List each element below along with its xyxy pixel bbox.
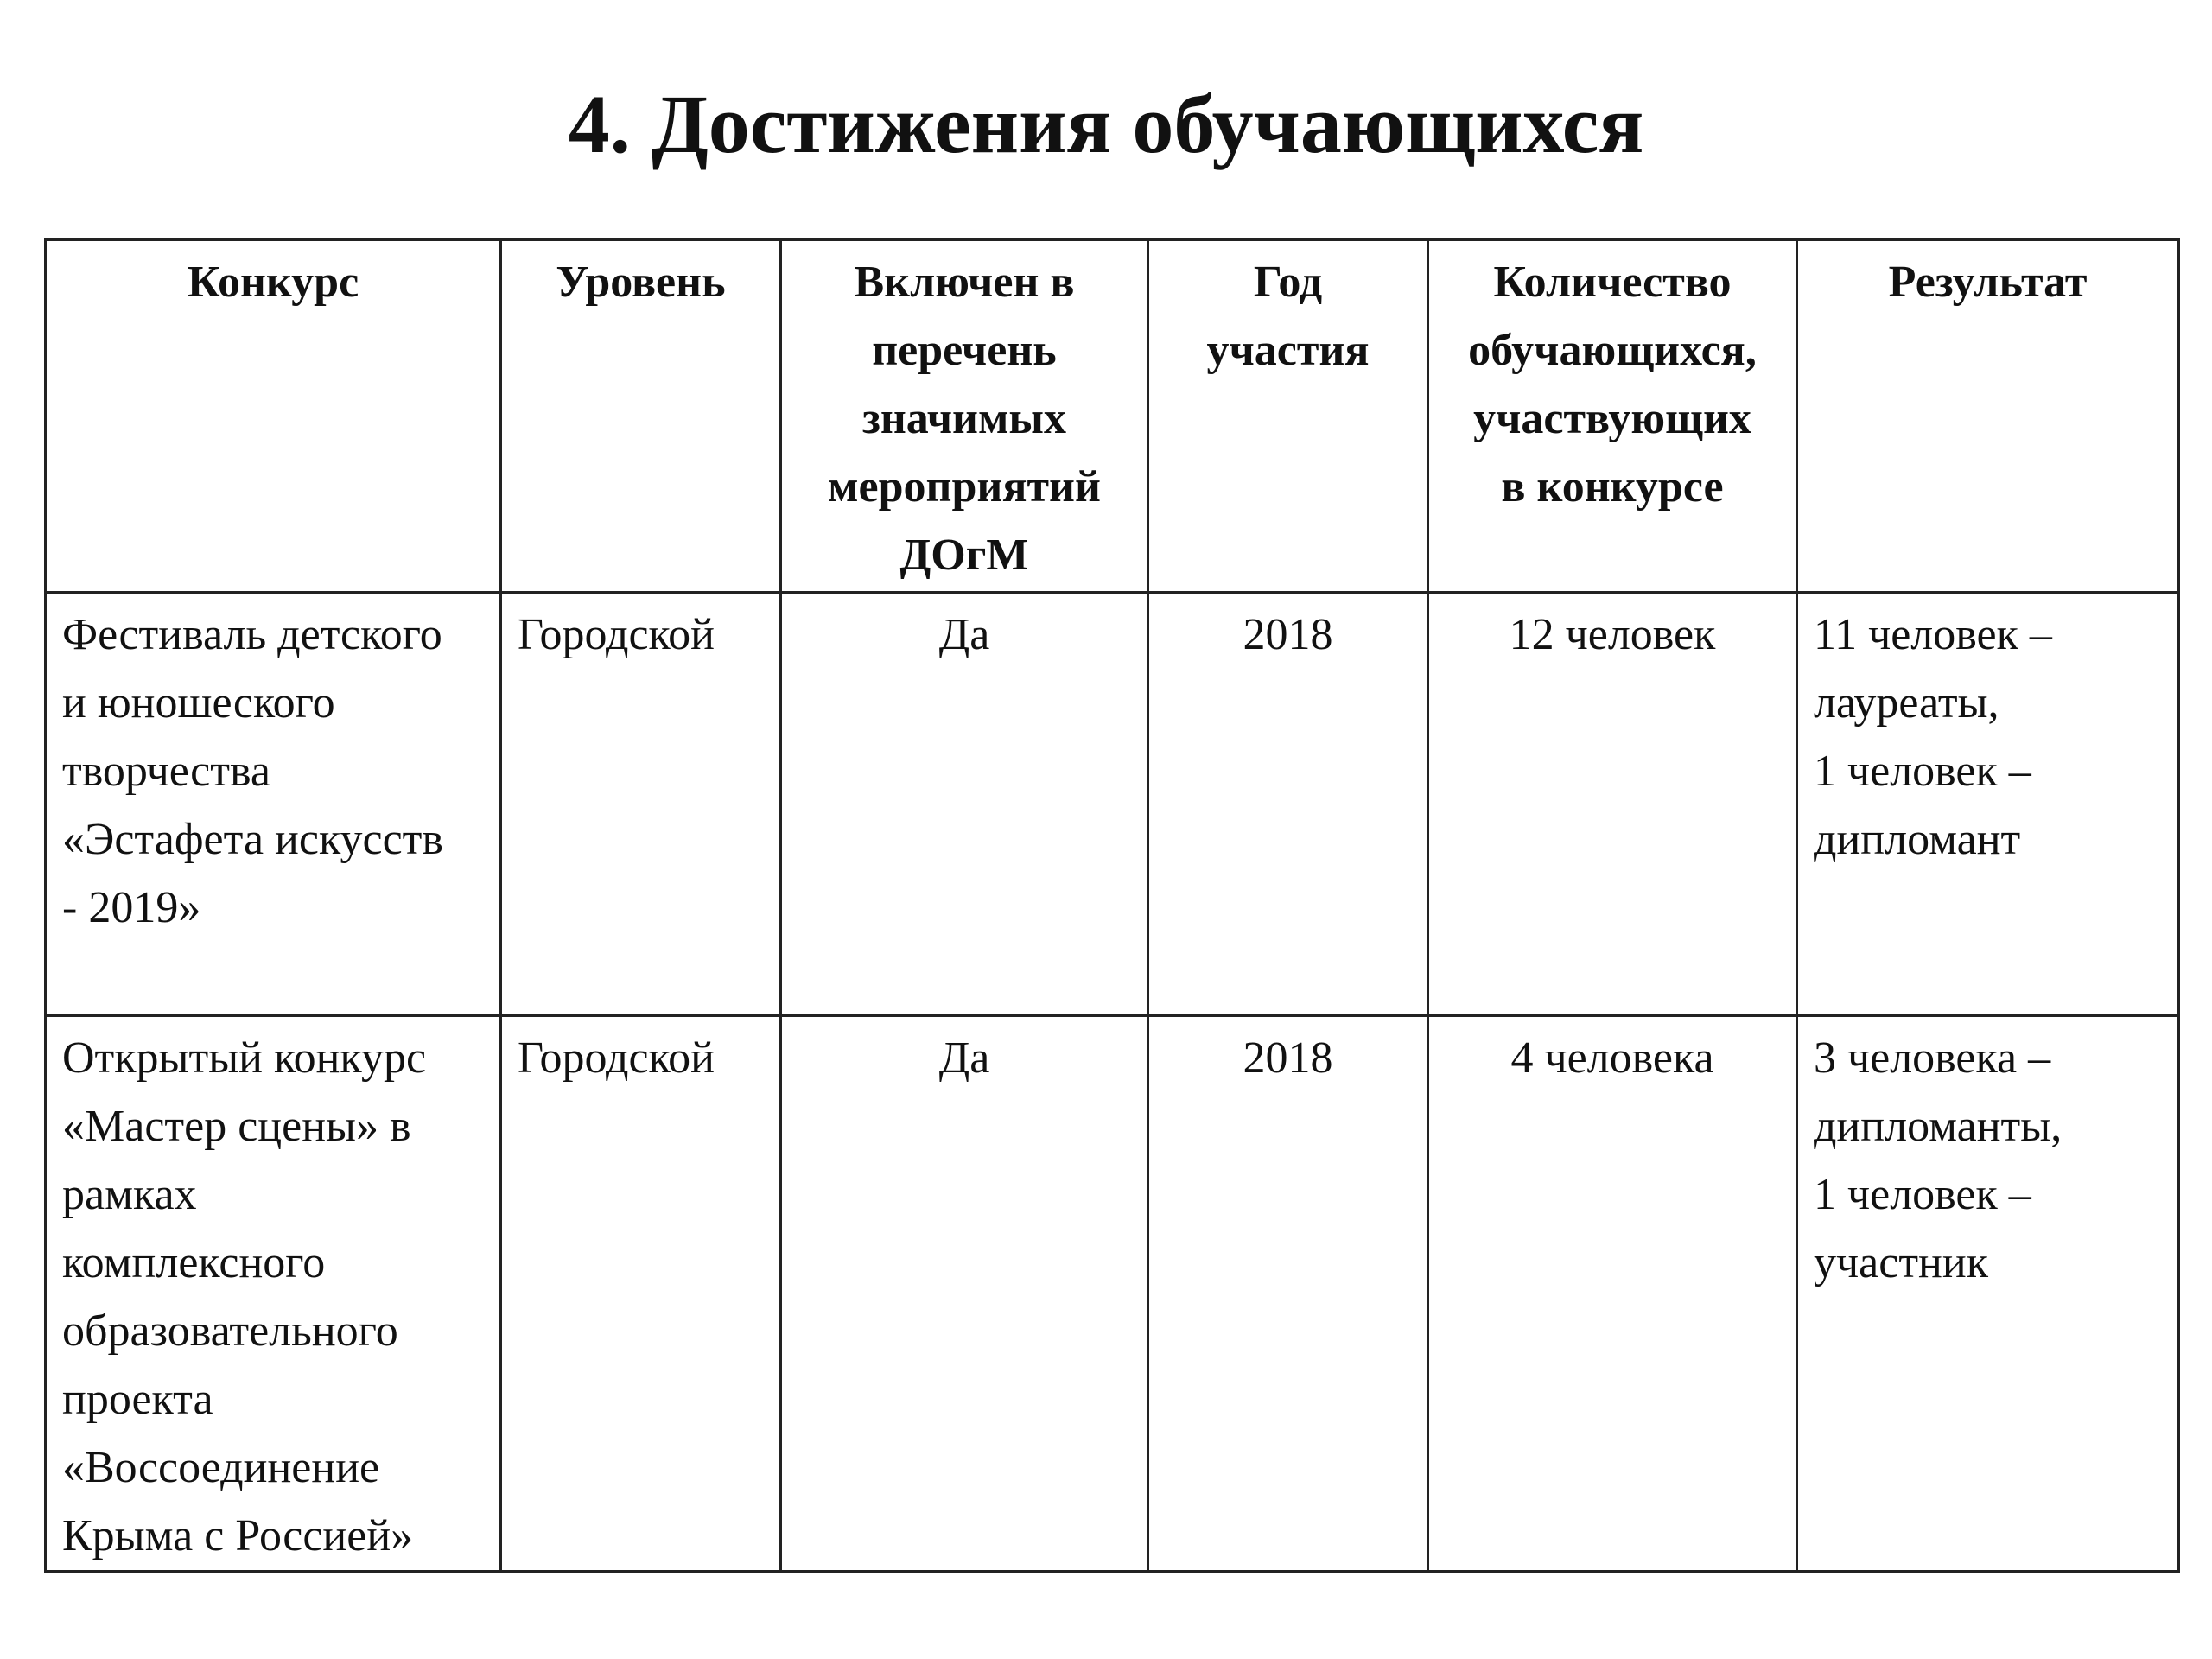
cell-year: 2018 [1148, 593, 1428, 1016]
cell-result: 11 человек – лауреаты, 1 человек – дипломант [1797, 593, 2179, 1016]
achievements-table [44, 238, 2180, 1573]
cell-included: Да [781, 1016, 1148, 1572]
table-row [46, 593, 2179, 1016]
header-included: Включен в перечень значимых мероприятий ДОгМ [781, 240, 1148, 593]
cell-contest: Открытый конкурс «Мастер сцены» в рамках комплексного образовательного проекта «Воссоединение Крыма с Россией» [46, 1016, 501, 1572]
cell-included: Да [781, 593, 1148, 1016]
header-result: Результат [1797, 240, 2179, 593]
table-header-row [46, 240, 2179, 593]
header-level: Уровень [501, 240, 781, 593]
header-count: Количество обучающихся, участвующих в конкурсе [1428, 240, 1797, 593]
table-row [46, 1016, 2179, 1572]
cell-contest: Фестиваль детского и юношеского творчества «Эстафета искусств - 2019» [46, 593, 501, 1016]
header-year: Год участия [1148, 240, 1428, 593]
cell-count: 4 человека [1428, 1016, 1797, 1572]
cell-level: Городской [501, 1016, 781, 1572]
page-title: 4. Достижения обучающихся [568, 78, 1644, 170]
cell-count: 12 человек [1428, 593, 1797, 1016]
cell-level: Городской [501, 593, 781, 1016]
cell-year: 2018 [1148, 1016, 1428, 1572]
header-contest: Конкурс [46, 240, 501, 593]
cell-result: 3 человека – дипломанты, 1 человек – участник [1797, 1016, 2179, 1572]
